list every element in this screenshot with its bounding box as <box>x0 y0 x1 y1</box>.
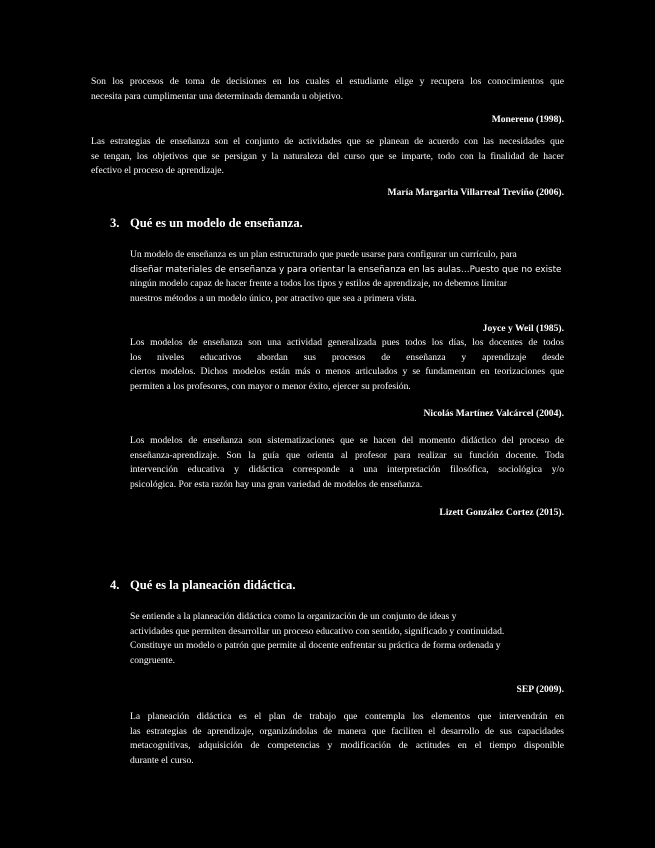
text-line: diseñar materiales de enseñanza y para orientar la enseñanza en las aulas…Puesto que no existe <box>130 264 562 275</box>
text-line: Son los procesos de toma de decisiones en los cuales el estudiante elige y recupera los conocimientos que <box>91 76 564 87</box>
text-line: permiten a los profesores, con mayor o menor éxito, ejercer su profesión. <box>130 380 411 392</box>
text-line: Los modelos de enseñanza son una actividad generalizada pues todos los días, los docentes de todos <box>130 337 564 348</box>
paragraph-strategies-definition <box>91 75 564 104</box>
section-heading-3 <box>110 215 303 231</box>
paragraph-model-systematization <box>130 434 564 492</box>
section-heading-4 <box>110 577 295 593</box>
citation-villarreal: María Margarita Villarreal Treviño (2006). <box>387 187 564 198</box>
text-line: ningún modelo capaz de hacer frente a todos los tipos y estilos de aprendizaje, no debemos limitar <box>130 278 507 289</box>
text-line: se tengan, los objetivos que se persigan y la naturaleza del curso que se imparte, todo con la finalidad de hacer <box>91 150 564 162</box>
text-line: nuestros métodos a un modelo único, por atractivo que sea a primera vista. <box>130 292 417 304</box>
text-line: Constituye un modelo o patrón que permite al docente enfrentar su práctica de forma ordenada y <box>130 640 501 651</box>
text-line: psicológica. Por esta razón hay una gran variedad de modelos de enseñanza. <box>130 478 423 490</box>
citation-monereno: Monereno (1998). <box>491 114 564 125</box>
text-line: Los modelos de enseñanza son sistematizaciones que se hacen del momento didáctico del proceso de <box>130 435 564 446</box>
text-line: actividades que permiten desarrollar un proceso educativo con sentido, significado y continuidad. <box>130 625 505 637</box>
text-line: enseñanza-aprendizaje. Son la guía que orienta al profesor para realizar su función docente. Toda <box>130 449 564 461</box>
text-line: Las estrategias de enseñanza son el conjunto de actividades que se planean de acuerdo con las necesidades que <box>91 136 564 147</box>
paragraph-model-activity <box>130 336 564 394</box>
text-line: Se entiende a la planeación didáctica como la organización de un conjunto de ideas y <box>130 611 457 622</box>
text-line: congruente. <box>130 654 176 666</box>
text-line: las estrategias de aprendizaje, organizándolas de manera que faciliten el desarrollo de sus capacidades <box>130 725 564 737</box>
text-line: efectivo el proceso de aprendizaje. <box>91 165 224 176</box>
section-number: 4. <box>110 578 120 592</box>
text-line: intervención educativa y didáctica corresponde a una interpretación filosófica, sociológica y/o <box>130 464 564 475</box>
text-line: ciertos modelos. Dichos modelos están más o menos articulados y se fundamentan en teorizaciones que <box>130 366 564 377</box>
text-line: metacognitivas, adquisición de competencias y modificación de actitudes en el tiempo disponible <box>130 740 564 751</box>
paragraph-planning-definition <box>130 610 564 668</box>
section-title: Qué es la planeación didáctica. <box>130 578 296 592</box>
text-line: Un modelo de enseñanza es un plan estructurado que puede usarse para configurar un currículo, para <box>130 249 517 260</box>
paragraph-planning-work-plan <box>130 710 564 768</box>
paragraph-teaching-strategies <box>91 135 564 179</box>
text-line: La planeación didáctica es el plan de trabajo que contempla los elementos que intervendrán en <box>130 711 564 722</box>
text-line: los niveles educativos abordan sus procesos de enseñanza y aprendizaje desde <box>130 351 564 363</box>
text-line: durante el curso. <box>130 754 194 766</box>
citation-martinez: Nicolás Martínez Valcárcel (2004). <box>423 408 564 419</box>
citation-sep: SEP (2009). <box>516 684 564 695</box>
text-line: necesita para cumplimentar una determinada demanda u objetivo. <box>91 90 343 102</box>
citation-gonzalez: Lizett González Cortez (2015). <box>439 507 564 518</box>
section-title: Qué es un modelo de enseñanza. <box>130 216 303 230</box>
paragraph-model-definition <box>130 248 564 306</box>
citation-joyce-weil: Joyce y Weil (1985). <box>482 323 564 334</box>
section-number: 3. <box>110 216 120 230</box>
